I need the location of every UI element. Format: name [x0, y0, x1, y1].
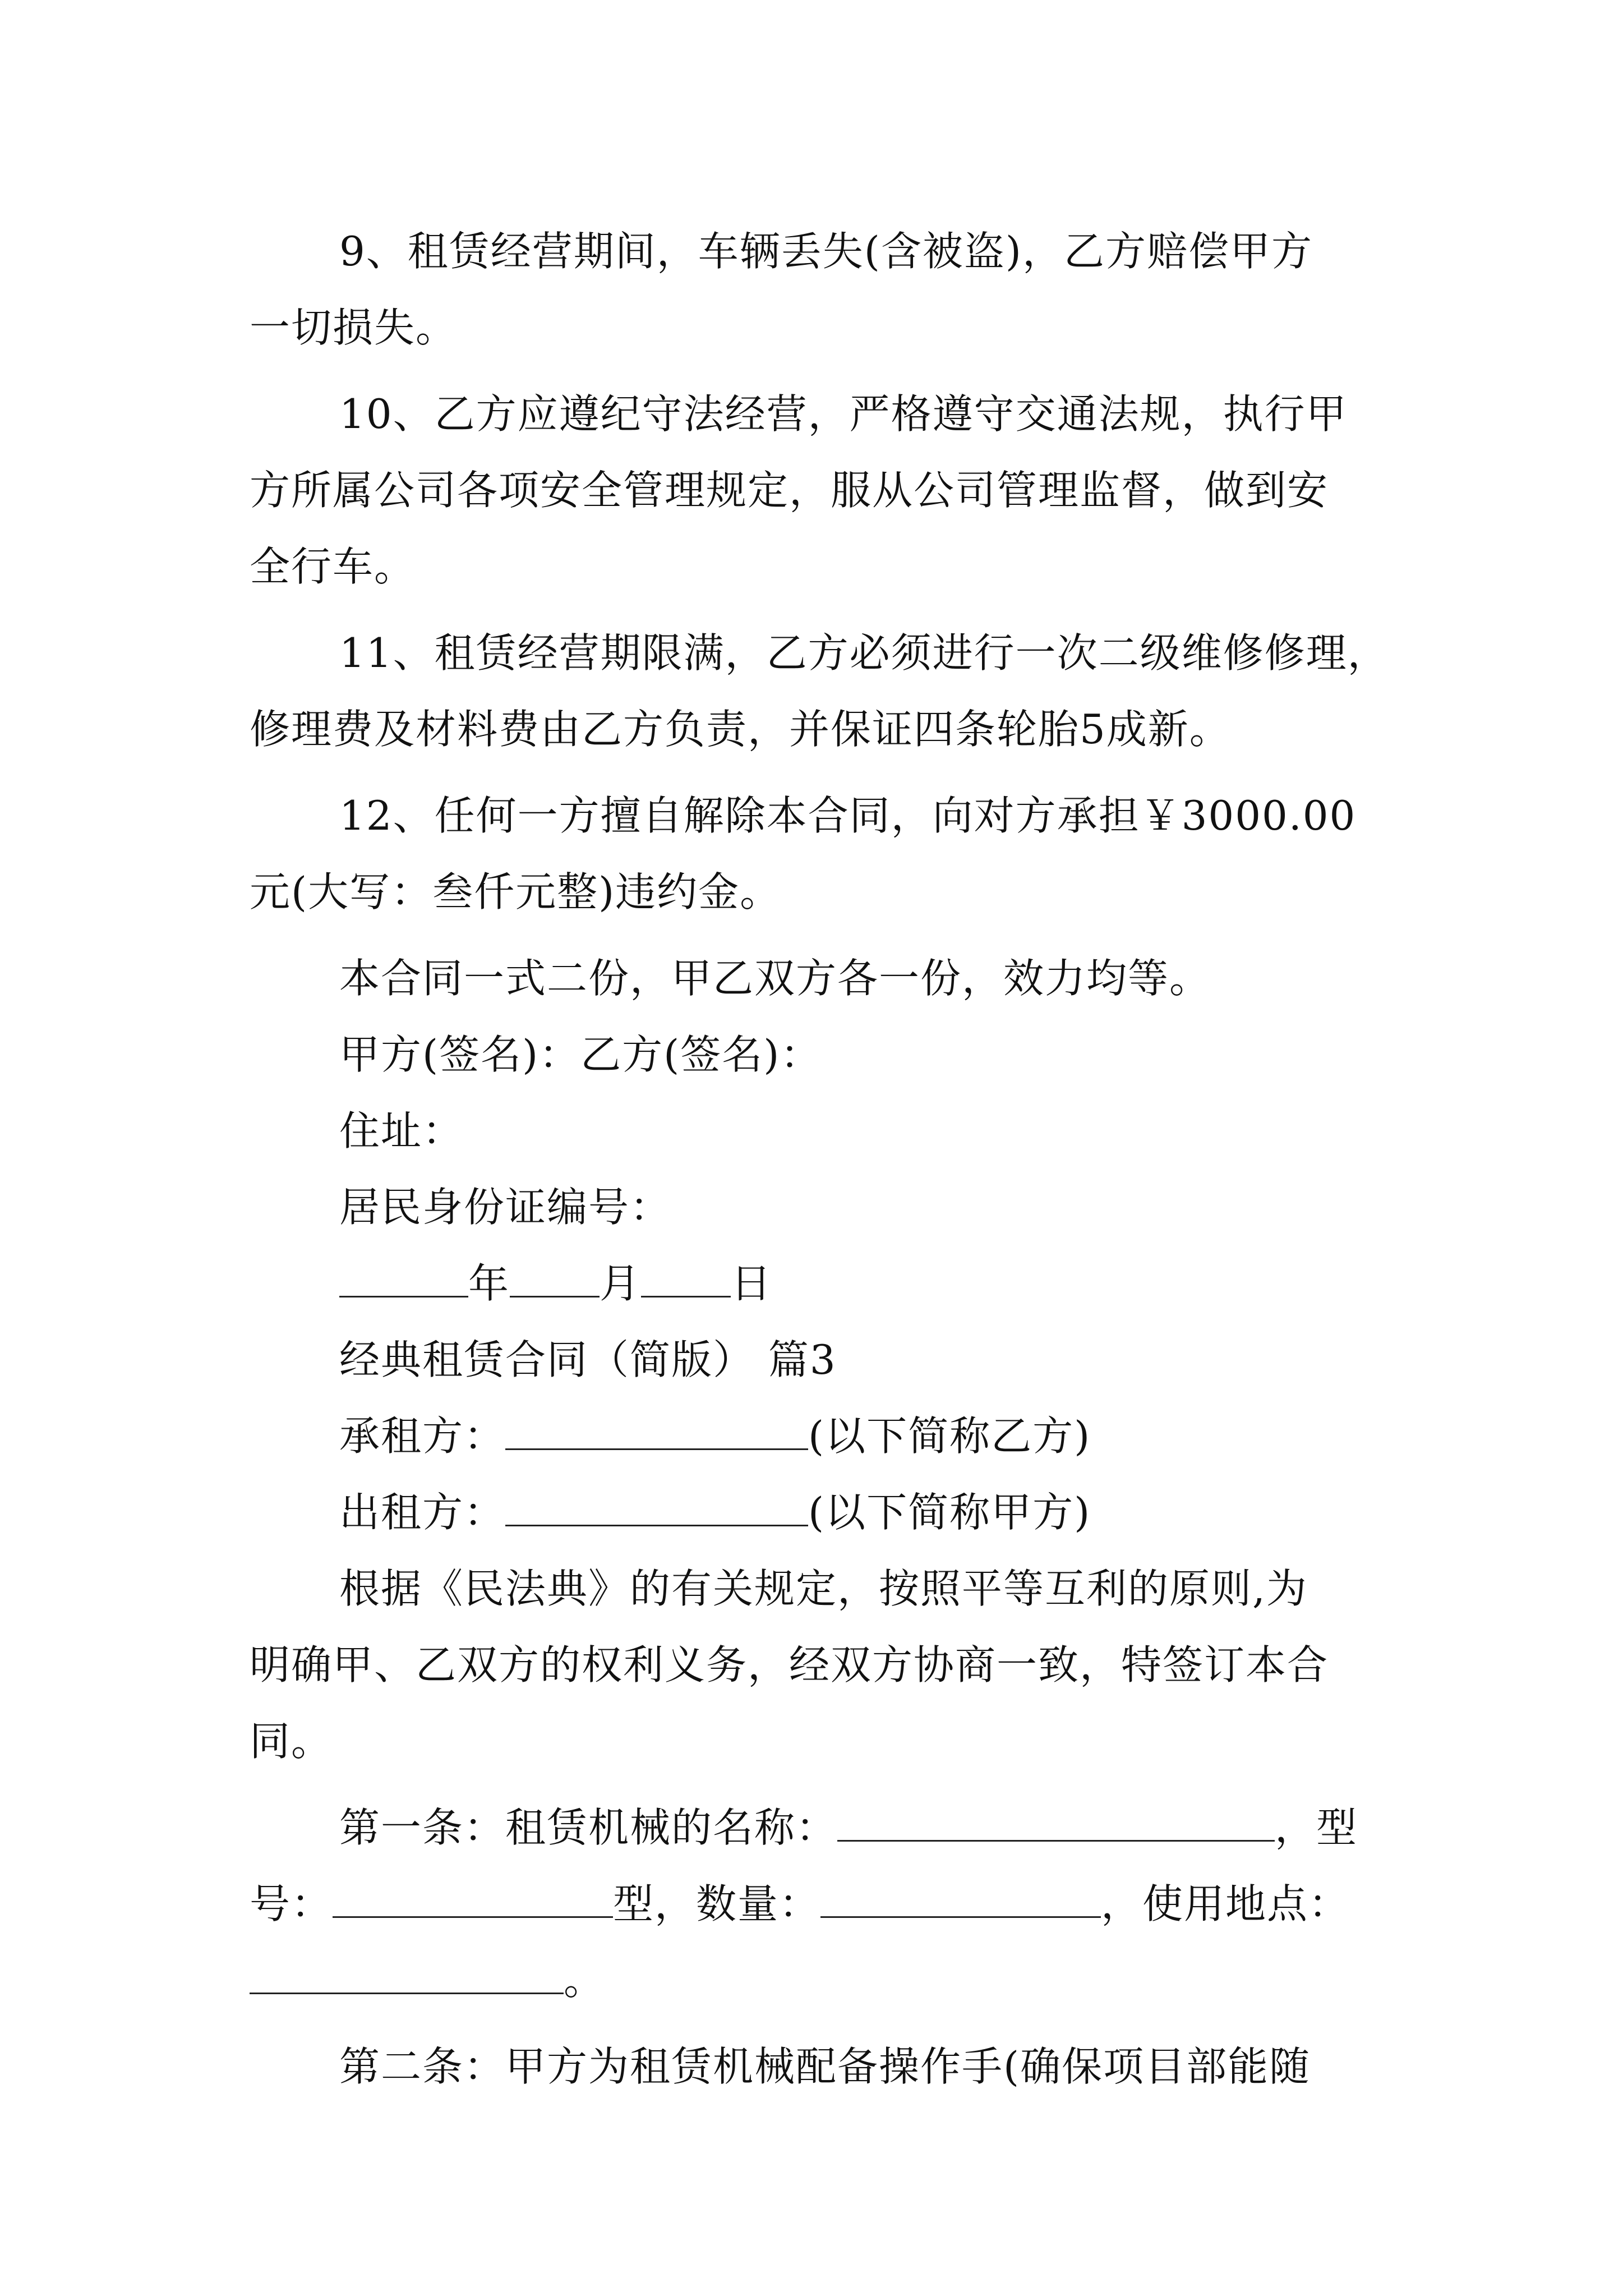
lessee-blank	[505, 1415, 808, 1450]
article-1-text-d: 型，数量：	[613, 1880, 821, 1927]
lessor-note: (以下简称甲方)	[808, 1489, 1091, 1536]
preamble-line3: 同。	[250, 1718, 333, 1765]
id-number-line: 居民身份证编号：	[339, 1184, 672, 1231]
address-line: 住址：	[339, 1107, 464, 1154]
article-1-text-c: 号：	[250, 1880, 333, 1927]
article-2-line1: 第二条：甲方为租赁机械配备操作手(确保项目部能随	[339, 2043, 1311, 2090]
day-blank	[641, 1262, 731, 1297]
section-title: 经典租赁合同（简版） 篇3	[339, 1336, 837, 1383]
article-1-text-b: ，型	[1275, 1804, 1358, 1851]
clause-11-line1: 11、租赁经营期限满，乙方必须进行一次二级维修修理，	[339, 629, 1389, 677]
lessee-label: 承租方：	[339, 1412, 506, 1460]
preamble-line2: 明确甲、乙双方的权利义务，经双方协商一致，特签订本合	[250, 1641, 1329, 1688]
model-blank	[333, 1883, 613, 1918]
signature-line: 甲方(签名)：乙方(签名)：	[339, 1031, 822, 1078]
quantity-blank	[820, 1883, 1101, 1918]
copies-statement: 本合同一式二份，甲乙双方各一份，效力均等。	[339, 955, 1211, 1002]
clause-10-line2: 方所属公司各项安全管理规定，服从公司管理监督，做到安	[250, 467, 1329, 514]
clause-9-line2: 一切损失。	[250, 304, 458, 351]
lessor-blank	[505, 1491, 808, 1526]
year-blank	[339, 1262, 468, 1297]
article-1-line1	[250, 1789, 1388, 1866]
clause-12-line1: 12、任何一方擅自解除本合同，向对方承担￥3000.00	[339, 792, 1357, 839]
date-line	[250, 1245, 1388, 1322]
clause-12-line2: 元(大写：叁仟元整)违约金。	[250, 868, 782, 915]
article-1-text-f: 。	[564, 1957, 606, 2004]
document-page	[250, 213, 1388, 2105]
lessor-line	[250, 1474, 1388, 1550]
location-blank	[250, 1959, 564, 1994]
lessee-note: (以下简称乙方)	[808, 1412, 1091, 1460]
day-label: 日	[731, 1260, 773, 1307]
year-label: 年	[468, 1260, 510, 1307]
article-1-line3	[250, 1942, 1388, 2018]
clause-9-line1: 9、租赁经营期间，车辆丢失(含被盗)，乙方赔偿甲方	[339, 228, 1313, 275]
machine-name-blank	[837, 1806, 1275, 1842]
clause-11-line2: 修理费及材料费由乙方负责，并保证四条轮胎5成新。	[250, 706, 1231, 753]
preamble-line1: 根据《民法典》的有关规定，按照平等互利的原则,为	[339, 1565, 1308, 1612]
month-label: 月	[600, 1260, 642, 1307]
article-1-text-a: 第一条：租赁机械的名称：	[339, 1804, 838, 1851]
article-1-text-e: ，使用地点：	[1101, 1880, 1350, 1927]
lessor-label: 出租方：	[339, 1489, 506, 1536]
article-1-line2	[250, 1866, 1388, 1942]
month-blank	[510, 1262, 600, 1297]
lessee-line	[250, 1398, 1388, 1474]
clause-10-line1: 10、乙方应遵纪守法经营，严格遵守交通法规，执行甲	[339, 390, 1348, 438]
clause-10-line3: 全行车。	[250, 543, 416, 590]
